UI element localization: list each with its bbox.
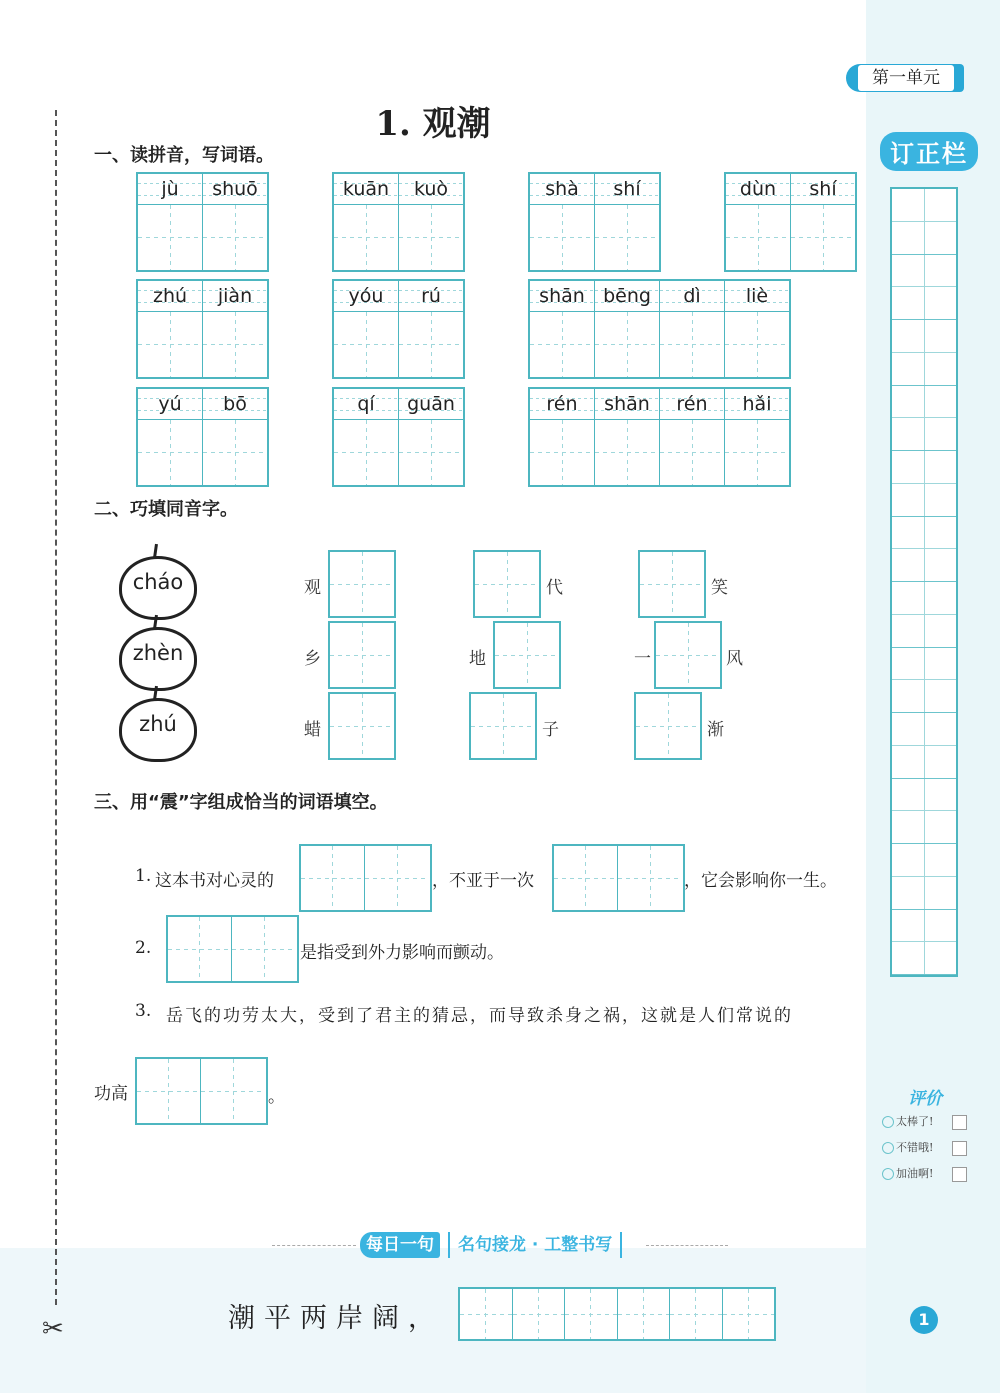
given-char: 渐 [707, 720, 724, 740]
writing-cell[interactable] [203, 420, 267, 485]
given-char: 乡 [304, 649, 321, 669]
evaluation-panel [878, 1084, 970, 1187]
fill-word-box[interactable] [166, 915, 299, 983]
pinyin-label: dùn [726, 174, 790, 205]
daily-sentence-header [272, 1232, 728, 1258]
writing-cell[interactable] [530, 205, 594, 270]
pinyin-label: qí [334, 389, 398, 420]
sentence-text: 岳飞的功劳太大，受到了君主的猜忌，而导致杀身之祸，这就是人们常说的 [166, 1006, 793, 1026]
fill-char-box[interactable] [638, 550, 706, 618]
pinyin-word-group[interactable] [136, 279, 269, 379]
fill-word-box[interactable] [299, 844, 432, 912]
unit-tab-label: 第一单元 [858, 65, 954, 91]
writing-cell[interactable] [595, 205, 659, 270]
poem-writing-grid[interactable] [458, 1287, 776, 1341]
apple-pinyin-label: zhú [139, 712, 177, 736]
pinyin-word-group[interactable] [528, 387, 791, 487]
given-char: 一 [634, 649, 651, 669]
fill-char-box[interactable] [328, 621, 396, 689]
pinyin-label: shà [530, 174, 594, 205]
fill-char-box[interactable] [328, 550, 396, 618]
writing-cell[interactable] [334, 312, 398, 377]
pinyin-label: yóu [334, 281, 398, 312]
pinyin-label: rén [660, 389, 724, 420]
cheer-icon [882, 1168, 894, 1180]
given-char: 观 [304, 578, 321, 598]
evaluation-checkbox[interactable] [952, 1141, 967, 1156]
given-char: 蜡 [304, 720, 321, 740]
writing-cell[interactable] [530, 312, 594, 377]
apple-pinyin-icon [119, 698, 195, 760]
pinyin-label: jù [138, 174, 202, 205]
sentence-text: 这本书对心灵的 [155, 871, 274, 891]
correction-grid[interactable] [890, 187, 958, 977]
section3-heading: 三、用“震”字组成恰当的词语填空。 [94, 792, 388, 813]
cut-line [55, 110, 57, 1305]
sentence-number: 2. [135, 938, 152, 958]
sentence-text: 。 [268, 1087, 285, 1107]
given-char: 风 [726, 649, 743, 669]
pinyin-label: hǎi [725, 389, 789, 420]
scissors-icon: ✂ [42, 1314, 64, 1344]
fill-char-box[interactable] [328, 692, 396, 760]
pinyin-label: kuān [334, 174, 398, 205]
sentence-text: ，它会影响你一生。 [684, 871, 837, 891]
daily-subtitle: 名句接龙 · 工整书写 [448, 1232, 622, 1258]
pinyin-label: shuō [203, 174, 267, 205]
writing-cell[interactable] [595, 420, 659, 485]
writing-cell[interactable] [399, 420, 463, 485]
evaluation-checkbox[interactable] [952, 1115, 967, 1130]
fill-char-box[interactable] [654, 621, 722, 689]
pinyin-label: dì [660, 281, 724, 312]
given-char: 代 [546, 578, 563, 598]
pinyin-label: rén [530, 389, 594, 420]
sentence-text: 功高 [94, 1084, 128, 1104]
writing-cell[interactable] [334, 205, 398, 270]
sentence-number: 3. [135, 1001, 152, 1021]
writing-cell[interactable] [203, 312, 267, 377]
unit-tab [836, 64, 966, 92]
pinyin-word-group[interactable] [528, 279, 791, 379]
pinyin-word-group[interactable] [332, 172, 465, 272]
fill-char-box[interactable] [473, 550, 541, 618]
writing-cell[interactable] [725, 312, 789, 377]
thumbs-up-icon [882, 1116, 894, 1128]
page-number: 1 [910, 1306, 938, 1334]
fill-char-box[interactable] [493, 621, 561, 689]
writing-cell[interactable] [334, 420, 398, 485]
pinyin-word-group[interactable] [724, 172, 857, 272]
sentence-text: ，不亚于一次 [432, 871, 534, 891]
writing-cell[interactable] [660, 420, 724, 485]
pinyin-word-group[interactable] [136, 387, 269, 487]
page-title: 1. 观潮 [375, 104, 491, 144]
writing-cell[interactable] [595, 312, 659, 377]
given-char: 笑 [711, 578, 728, 598]
smile-icon [882, 1142, 894, 1154]
pinyin-word-group[interactable] [136, 172, 269, 272]
fill-word-box[interactable] [135, 1057, 268, 1125]
poem-line: 潮平两岸阔， [228, 1303, 444, 1334]
section2-heading: 二、巧填同音字。 [94, 499, 238, 520]
apple-pinyin-label: zhèn [132, 641, 184, 665]
evaluation-option[interactable]: 不错哦! [878, 1135, 970, 1161]
writing-cell[interactable] [203, 205, 267, 270]
writing-cell[interactable] [725, 420, 789, 485]
given-char: 地 [469, 649, 486, 669]
writing-cell[interactable] [138, 205, 202, 270]
writing-cell[interactable] [399, 312, 463, 377]
fill-char-box[interactable] [634, 692, 702, 760]
pinyin-label: shān [595, 389, 659, 420]
given-char: 子 [542, 720, 559, 740]
pinyin-label: bō [203, 389, 267, 420]
sentence-text: 是指受到外力影响而颤动。 [300, 943, 504, 963]
sentence-number: 1. [135, 866, 152, 886]
pinyin-word-group[interactable] [332, 279, 465, 379]
pinyin-label: guān [399, 389, 463, 420]
pinyin-label: zhú [138, 281, 202, 312]
apple-pinyin-label: cháo [132, 570, 184, 594]
apple-pinyin-icon [119, 556, 195, 618]
pinyin-label: shí [791, 174, 855, 205]
section1-heading: 一、读拼音，写词语。 [94, 145, 274, 166]
evaluation-option[interactable]: 太棒了! [878, 1109, 970, 1135]
correction-column-title: 订正栏 [880, 132, 978, 171]
writing-cell[interactable] [399, 205, 463, 270]
pinyin-word-group[interactable] [528, 172, 661, 272]
pinyin-label: shí [595, 174, 659, 205]
apple-pinyin-icon [119, 627, 195, 689]
writing-cell[interactable] [530, 420, 594, 485]
writing-cell[interactable] [138, 312, 202, 377]
writing-cell[interactable] [138, 420, 202, 485]
pinyin-label: jiàn [203, 281, 267, 312]
pinyin-word-group[interactable] [332, 387, 465, 487]
pinyin-label: bēng [595, 281, 659, 312]
evaluation-option[interactable]: 加油啊! [878, 1161, 970, 1187]
writing-cell[interactable] [660, 312, 724, 377]
fill-char-box[interactable] [469, 692, 537, 760]
evaluation-checkbox[interactable] [952, 1167, 967, 1182]
pinyin-label: liè [725, 281, 789, 312]
pinyin-label: rú [399, 281, 463, 312]
pinyin-label: shān [530, 281, 594, 312]
daily-tag: 每日一句 [360, 1232, 440, 1258]
pinyin-label: yú [138, 389, 202, 420]
fill-word-box[interactable] [552, 844, 685, 912]
writing-cell[interactable] [726, 205, 790, 270]
pinyin-label: kuò [399, 174, 463, 205]
evaluation-title: 评价 [908, 1089, 942, 1109]
writing-cell[interactable] [791, 205, 855, 270]
